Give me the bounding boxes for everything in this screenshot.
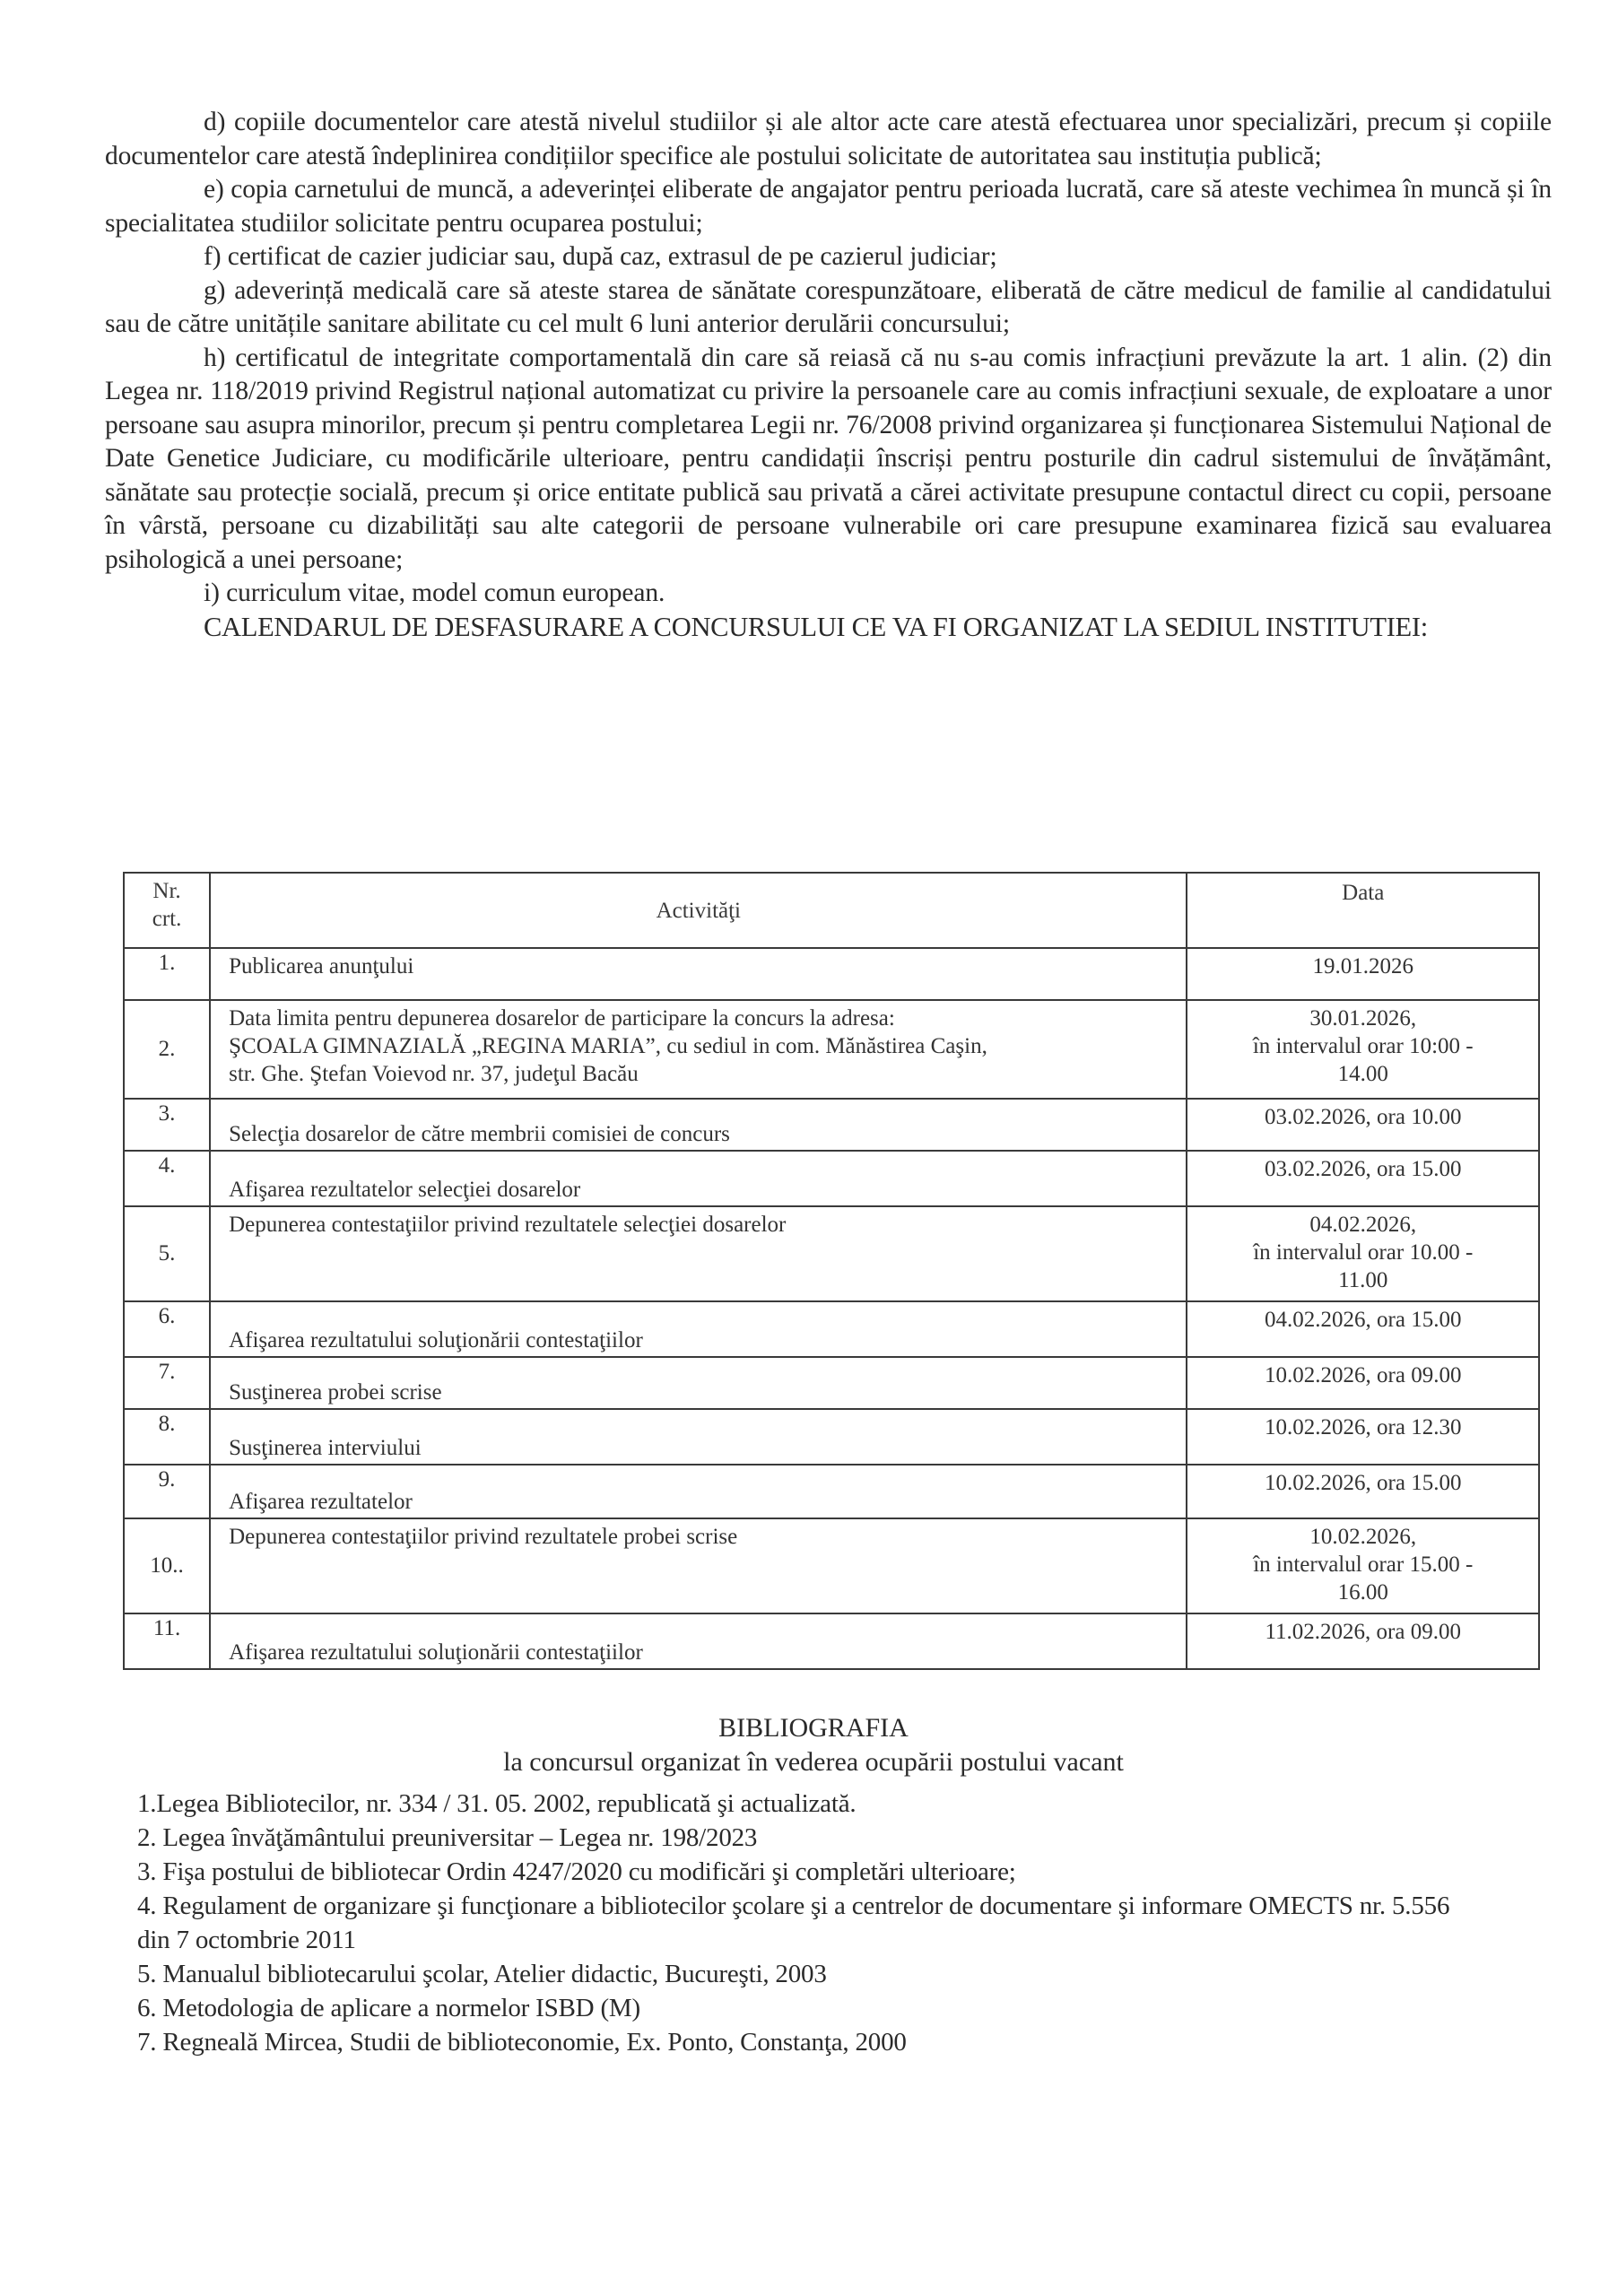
row-nr: 11. (124, 1613, 210, 1669)
row-date: 10.02.2026, ora 09.00 (1187, 1357, 1539, 1409)
row-activity: Afişarea rezultatului soluţionării contestaţiilor (210, 1613, 1187, 1669)
bibliography-section (0, 1711, 1609, 2057)
bibliography-list (137, 1787, 1483, 2059)
row-nr: 7. (124, 1357, 210, 1409)
row-nr: 3. (124, 1099, 210, 1151)
bibliography-item: 2. Legea învăţământului preuniversitar – Legea nr. 198/2023 (137, 1823, 758, 1852)
row-activity: Publicarea anunţului (210, 948, 1187, 1000)
table-row (124, 1357, 1539, 1409)
table-row (124, 1409, 1539, 1465)
bibliography-item: 3. Fişa postului de bibliotecar Ordin 4247/2020 cu modificări şi completări ulterioare; (137, 1857, 1016, 1886)
row-date: 04.02.2026, ora 15.00 (1187, 1301, 1539, 1357)
row-activity: Susţinerea probei scrise (210, 1357, 1187, 1409)
table-row (124, 1000, 1539, 1099)
row-activity: Data limita pentru depunerea dosarelor de participare la concurs la adresa: ŞCOALA GIMNAZIALĂ „REGINA MARIA”, cu sediul in com. Mănăstirea Caşin, str. Ghe. Ştefan Voievod nr. 37, judeţul Bacău (210, 1000, 1187, 1099)
row-date: 19.01.2026 (1187, 948, 1539, 1000)
header-activity: Activităţi (210, 873, 1187, 948)
row-date: 04.02.2026, în intervalul orar 10.00 - 11.00 (1187, 1206, 1539, 1301)
row-activity: Susţinerea interviului (210, 1409, 1187, 1465)
table-row (124, 1099, 1539, 1151)
row-nr: 9. (124, 1465, 210, 1518)
table-row (124, 1518, 1539, 1613)
bibliography-item: 1.Legea Bibliotecilor, nr. 334 / 31. 05. 2002, republicată şi actualizată. (137, 1789, 857, 1818)
bibliography-item: 6. Metodologia de aplicare a normelor ISBD (M) (137, 1994, 640, 2022)
requirement-item-g: g) adeverință medicală care să ateste starea de sănătate corespunzătoare, eliberată de către medicul de familie al candidatului sau de către unitățile sanitare abilitate cu cel mult 6 luni anterior derulării concursului; (105, 275, 1552, 338)
table-row (124, 1206, 1539, 1301)
bibliography-item: 7. Regneală Mircea, Studii de biblioteconomie, Ex. Ponto, Constanţa, 2000 (137, 2028, 907, 2057)
row-date: 30.01.2026, în intervalul orar 10:00 - 14.00 (1187, 1000, 1539, 1099)
row-date: 10.02.2026, ora 15.00 (1187, 1465, 1539, 1518)
requirement-item-h: h) certificatul de integritate comportamentală din care să reiasă că nu s-au comis infracțiuni prevăzute la art. 1 alin. (2) din Legea nr. 118/2019 privind Registrul național automatizat cu privire la persoanele care au comis infracțiuni sexuale, de exploatare a unor persoane sau asupra minorilor, precum și pentru completarea Legii nr. 76/2008 privind organizarea și funcționarea Sistemului Național de Date Genetice Judiciare, cu modificările ulterioare, pentru candidații înscriși pentru posturile din cadrul sistemului de învățământ, sănătate sau protecție socială, precum și orice entitate publică sau privată a cărei activitate presupune contactul direct cu copii, persoane în vârstă, persoane cu dizabilități sau alte categorii de persoane vulnerabile ori care presupune examinarea fizică sau evaluarea psihologică a unei persoane; (105, 343, 1552, 574)
table-row (124, 1151, 1539, 1206)
header-nr (124, 873, 210, 948)
calendar-header-row (124, 873, 1539, 948)
table-row (124, 1613, 1539, 1669)
row-date: 03.02.2026, ora 10.00 (1187, 1099, 1539, 1151)
requirement-item-d: d) copiile documentelor care atestă nivelul studiilor și ale altor acte care atestă efectuarea unor specializări, precum și copiile documentelor care atestă îndeplinirea condițiilor specifice ale postului solicitate de autoritatea sau instituția publică; (105, 108, 1552, 170)
table-row (124, 1301, 1539, 1357)
row-activity: Depunerea contestaţiilor privind rezultatele selecţiei dosarelor (210, 1206, 1187, 1301)
row-date: 10.02.2026, în intervalul orar 15.00 - 16.00 (1187, 1518, 1539, 1613)
requirements-section (105, 106, 1552, 644)
row-nr: 4. (124, 1151, 210, 1206)
row-nr: 5. (124, 1206, 210, 1301)
requirement-item-i: i) curriculum vitae, model comun european. (204, 578, 665, 607)
bibliography-item: 5. Manualul bibliotecarului şcolar, Atelier didactic, Bucureşti, 2003 (137, 1960, 827, 1988)
bibliography-subtitle: la concursul organizat în vederea ocupării postului vacant (503, 1747, 1124, 1777)
row-nr: 6. (124, 1301, 210, 1357)
row-date: 10.02.2026, ora 12.30 (1187, 1409, 1539, 1465)
header-nr-line1: Nr. (152, 879, 181, 903)
row-activity: Afişarea rezultatelor selecţiei dosarelor (210, 1151, 1187, 1206)
header-nr-line2: crt. (152, 907, 182, 931)
table-row (124, 1465, 1539, 1518)
row-nr: 8. (124, 1409, 210, 1465)
bibliography-title: BIBLIOGRAFIA (718, 1713, 909, 1743)
table-row (124, 948, 1539, 1000)
bibliography-item: 4. Regulament de organizare şi funcţionare a bibliotecilor şcolare şi a centrelor de documentare şi informare OMECTS nr. 5.556 din 7 octombrie 2011 (137, 1892, 1450, 1954)
row-activity: Afişarea rezultatului soluţionării contestaţiilor (210, 1301, 1187, 1357)
row-date: 03.02.2026, ora 15.00 (1187, 1151, 1539, 1206)
row-activity: Selecţia dosarelor de către membrii comisiei de concurs (210, 1099, 1187, 1151)
row-nr: 10.. (124, 1518, 210, 1613)
calendar-table (123, 872, 1540, 1670)
row-nr: 1. (124, 948, 210, 1000)
row-date: 11.02.2026, ora 09.00 (1187, 1613, 1539, 1669)
row-nr: 2. (124, 1000, 210, 1099)
row-activity: Afişarea rezultatelor (210, 1465, 1187, 1518)
requirement-item-e: e) copia carnetului de muncă, a adeverinței eliberate de angajator pentru perioada lucrată, care să ateste vechimea în muncă și în specialitatea studiilor solicitate pentru ocuparea postului; (105, 175, 1552, 238)
requirement-item-f: f) certificat de cazier judiciar sau, după caz, extrasul de pe cazierul judiciar; (204, 242, 997, 271)
calendar-title: CALENDARUL DE DESFASURARE A CONCURSULUI CE VA FI ORGANIZAT LA SEDIUL INSTITUTIEI: (204, 611, 1428, 642)
header-date: Data (1187, 873, 1539, 948)
row-activity: Depunerea contestaţiilor privind rezultatele probei scrise (210, 1518, 1187, 1613)
